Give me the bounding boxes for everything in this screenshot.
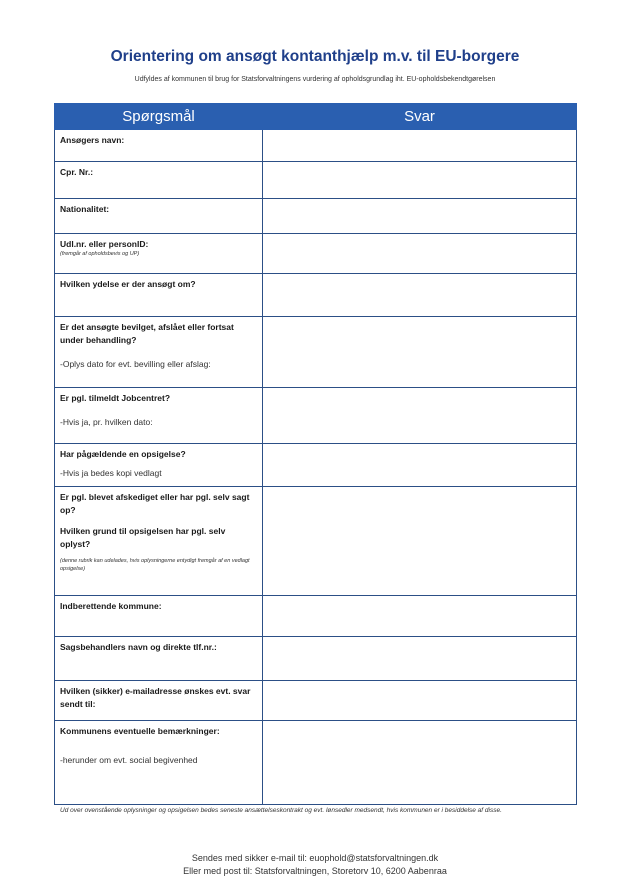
- question-note: -herunder om evt. social begivenhed: [60, 754, 198, 765]
- table-row: [55, 199, 577, 234]
- question-label-secondary: Hvilken grund til opsigelsen har pgl. selv oplyst?: [60, 525, 226, 549]
- answer-cell-municipality[interactable]: [263, 595, 577, 636]
- question-cell: [55, 444, 263, 487]
- question-note: -Hvis ja, pr. hvilken dato:: [60, 417, 153, 428]
- question-note: -Oplys dato for evt. bevilling eller afslag:: [60, 358, 211, 369]
- answer-cell-caseworker[interactable]: [263, 636, 577, 680]
- table-row: [55, 444, 577, 487]
- table-row: [55, 595, 577, 636]
- question-hint: (fremgår af opholdsbevis og UP): [60, 250, 140, 257]
- answer-cell-cpr-number[interactable]: [263, 162, 577, 199]
- question-label: Er pgl. blevet afskediget eller har pgl. selv sagt op?: [60, 492, 250, 516]
- document-subtitle: Udfyldes af kommunen til brug for Statsforvaltningens vurdering af opholdsgrundlag iht. EU-opholdsbekendtgørelsen: [134, 76, 496, 83]
- question-cell: [55, 162, 263, 199]
- table-row: [55, 234, 577, 274]
- column-header-answer: Svar: [263, 104, 577, 130]
- table-row: [55, 130, 577, 162]
- column-header-question: Spørgsmål: [55, 104, 263, 130]
- table-row: [55, 487, 577, 595]
- question-cell: [55, 274, 263, 317]
- question-cell: [55, 388, 263, 444]
- question-cell: [55, 720, 263, 804]
- question-hint: (denne rubrik kan udelades, hvis oplysningerne entydigt fremgår af en vedlagt opsigelse): [60, 558, 250, 573]
- answer-cell-remarks[interactable]: [263, 720, 577, 804]
- question-label: Cpr. Nr.:: [60, 167, 94, 178]
- question-label: Sagsbehandlers navn og direkte tlf.nr.:: [60, 641, 217, 652]
- footnote: Ud over ovenstående oplysninger og opsigelsen bedes seneste ansættelseskontrakt og evt. lønsedler medsendt, hvis kommunen er i besiddelse af disse.: [60, 807, 502, 814]
- question-label: Har pågældende en opsigelse?: [60, 449, 186, 460]
- question-label: Indberettende kommune:: [60, 600, 162, 611]
- answer-cell-benefit-type[interactable]: [263, 274, 577, 317]
- answer-cell-dismissal-reason[interactable]: [263, 487, 577, 595]
- answer-cell-termination[interactable]: [263, 444, 577, 487]
- table-row: [55, 274, 577, 317]
- contact-post-line: Eller med post til: Statsforvaltningen, Storetorv 10, 6200 Aabenraa: [183, 866, 447, 877]
- question-label: Kommunens eventuelle bemærkninger:: [60, 725, 220, 736]
- question-cell: [55, 199, 263, 234]
- question-cell: [55, 317, 263, 388]
- table-row: [55, 720, 577, 804]
- form-table: [54, 103, 577, 805]
- question-label: Udl.nr. eller personID:: [60, 239, 149, 250]
- table-header-row: [55, 104, 577, 130]
- contact-info: [0, 852, 630, 878]
- table-row: [55, 162, 577, 199]
- table-row: [55, 388, 577, 444]
- table-row: [55, 317, 577, 388]
- question-note: -Hvis ja bedes kopi vedlagt: [60, 468, 162, 479]
- answer-cell-person-id[interactable]: [263, 234, 577, 274]
- answer-cell-applicant-name[interactable]: [263, 130, 577, 162]
- question-cell: [55, 487, 263, 595]
- document-title: Orientering om ansøgt kontanthjælp m.v. til EU-borgere: [110, 48, 520, 65]
- answer-cell-decision-status[interactable]: [263, 317, 577, 388]
- answer-cell-nationality[interactable]: [263, 199, 577, 234]
- question-label: Ansøgers navn:: [60, 135, 125, 145]
- answer-cell-jobcenter-registration[interactable]: [263, 388, 577, 444]
- question-label: Hvilken ydelse er der ansøgt om?: [60, 279, 196, 290]
- question-cell: [55, 234, 263, 274]
- table-row: [55, 680, 577, 720]
- question-cell: [55, 130, 263, 162]
- question-cell: [55, 595, 263, 636]
- contact-email-line: Sendes med sikker e-mail til: euophold@statsforvaltningen.dk: [191, 853, 439, 863]
- question-cell: [55, 680, 263, 720]
- question-label: Hvilken (sikker) e-mailadresse ønskes evt. svar sendt til:: [60, 685, 251, 709]
- answer-cell-reply-email[interactable]: [263, 680, 577, 720]
- question-label: Er det ansøgte bevilget, afslået eller fortsat under behandling?: [60, 322, 234, 345]
- question-label: Nationalitet:: [60, 204, 110, 215]
- question-label: Er pgl. tilmeldt Jobcentret?: [60, 393, 171, 404]
- table-row: [55, 636, 577, 680]
- question-cell: [55, 636, 263, 680]
